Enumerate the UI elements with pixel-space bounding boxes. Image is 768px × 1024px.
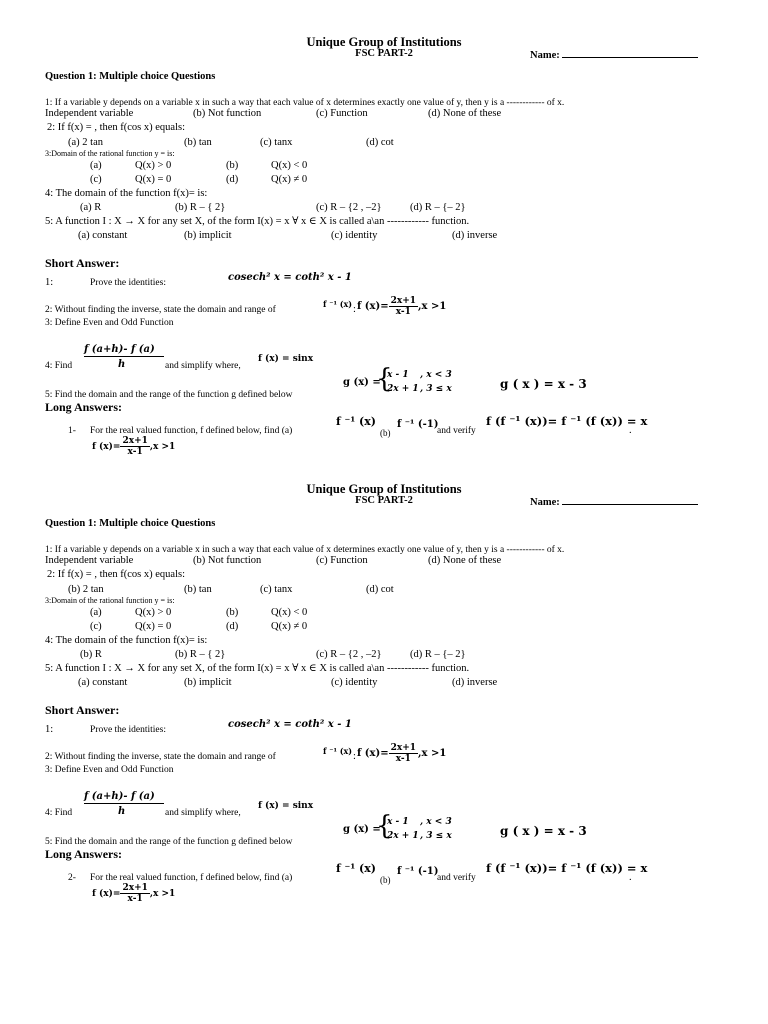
sa-q5-g: g (x) =	[343, 377, 381, 388]
mcq-q2-option-d: (d) cot	[366, 137, 394, 148]
mcq-q4-option-d: (d) R – {– 2}	[410, 202, 466, 213]
mcq-q4-text: 4: The domain of the function f(x)= is:	[45, 188, 208, 199]
mcq-q1-option-a: Independent variable	[45, 108, 134, 119]
mcq-q3-a-value: Q(x) > 0	[135, 160, 172, 171]
mcq-q1-option-b: (b) Not function	[193, 555, 262, 566]
la-q-number: 2-	[68, 873, 76, 883]
mcq-q2-text: 2: If f(x) = , then f(cos x) equals:	[47, 569, 186, 580]
mcq-q5-option-a: (a) constant	[78, 230, 128, 241]
mcq-q1-option-d: (d) None of these	[428, 555, 502, 566]
mcq-q2-option-a: (b) 2 tan	[68, 584, 104, 595]
sa-q2-colon: :	[353, 751, 356, 762]
sa-q1-text: Prove the identities:	[90, 725, 166, 735]
sa-q2-function: f (x)= $\frac{2x+1}{x-1}$ ,x >1	[357, 743, 447, 764]
sa-q3-text: 3: Define Even and Odd Function	[45, 318, 174, 328]
sa-q4-numerator: f (a+h)- f (a)	[84, 344, 155, 355]
mcq-q1-text: 1: If a variable y depends on a variable x in such a way that each value of x determines exactly one value of y, then y is a ------------ of x.	[45, 98, 565, 108]
mcq-q5-text: 5: A function I : X → X for any set X, of the form I(x) = x ∀ x ∈ X is called a\an ------------ function.	[45, 216, 470, 227]
la-q-part-a-expr: f ⁻¹ (x)	[336, 862, 376, 875]
mcq-q3-b-value: Q(x) < 0	[271, 607, 308, 618]
sa-q4-function: f (x) = sinx	[258, 354, 314, 364]
question-paper-2	[0, 447, 768, 904]
la-q-number: 1-	[68, 426, 76, 436]
mcq-q4-option-b: (b) R – { 2}	[175, 649, 226, 660]
long-answer-heading: Long Answers:	[45, 400, 123, 414]
mcq-q4-text: 4: The domain of the function f(x)= is:	[45, 635, 208, 646]
mcq-q3-d-label: (d)	[226, 621, 239, 632]
la-q-part-b-label: (b)	[380, 875, 391, 885]
sa-q2-text: 2: Without finding the inverse, state the domain and range of	[45, 752, 276, 762]
class-label: FSC PART-2	[355, 495, 413, 506]
class-label: FSC PART-2	[355, 48, 413, 59]
mcq-q3-d-value: Q(x) ≠ 0	[271, 174, 308, 185]
sa-q4-numerator: f (a+h)- f (a)	[84, 791, 155, 802]
mcq-q3-d-label: (d)	[226, 174, 239, 185]
mcq-q2-option-a: (a) 2 tan	[68, 137, 103, 148]
sa-q4-function: f (x) = sinx	[258, 801, 314, 811]
mcq-q1-text: 1: If a variable y depends on a variable x in such a way that each value of x determines exactly one value of y, then y is a ------------ of x.	[45, 545, 565, 555]
sa-q5-case2-cond: , 3 ≤ x	[420, 384, 452, 394]
la-q-part-a-expr: f ⁻¹ (x)	[336, 415, 376, 428]
la-q-function: f (x)= $\frac{2x+1}{x-1}$ ,x >1	[92, 883, 176, 904]
mcq-q3-b-value: Q(x) < 0	[271, 160, 308, 171]
mcq-q4-option-a: (b) R	[80, 649, 102, 660]
sa-q2-colon: :	[353, 304, 356, 315]
question-paper-1	[0, 0, 768, 457]
mcq-q3-c-value: Q(x) = 0	[135, 621, 172, 632]
name-field: Name:	[530, 495, 698, 509]
name-field: Name:	[530, 48, 698, 62]
mcq-q3-c-value: Q(x) = 0	[135, 174, 172, 185]
sa-q3-text: 3: Define Even and Odd Function	[45, 765, 174, 775]
mcq-q5-option-c: (c) identity	[331, 677, 378, 688]
sa-q5-case1-expr: x - 1	[387, 370, 409, 380]
mcq-q2-text: 2: If f(x) = , then f(cos x) equals:	[47, 122, 186, 133]
la-q-part-b-expr: f ⁻¹ (-1)	[397, 419, 439, 430]
short-answer-heading: Short Answer:	[45, 703, 120, 717]
sa-q5-case1-cond: , x < 3	[420, 817, 452, 827]
long-answer-heading: Long Answers:	[45, 847, 123, 861]
mcq-heading: Question 1: Multiple choice Questions	[45, 71, 216, 82]
mcq-q5-option-b: (b) implicit	[184, 230, 232, 241]
mcq-q5-text: 5: A function I : X → X for any set X, of the form I(x) = x ∀ x ∈ X is called a\an ------------ function.	[45, 663, 470, 674]
sa-q5-case2-cond: , 3 ≤ x	[420, 831, 452, 841]
sa-q4-text: and simplify where,	[165, 361, 241, 371]
la-q-verify-expr: f (f ⁻¹ (x))= f ⁻¹ (f (x)) = x	[486, 414, 648, 428]
sa-q2-finverse: f ⁻¹ (x)	[323, 746, 353, 756]
sa-q1-identity: cosech² x = coth² x - 1	[228, 719, 352, 730]
sa-q4-fraction-bar	[84, 356, 164, 357]
mcq-q4-option-c: (c) R – {2 , –2}	[316, 202, 382, 213]
la-q-text: For the real valued function, f defined below, find (a)	[90, 426, 293, 436]
sa-q1-number: 1:	[45, 277, 54, 288]
mcq-q2-option-b: (b) tan	[184, 584, 212, 595]
mcq-q3-b-label: (b)	[226, 607, 239, 618]
mcq-q2-option-d: (d) cot	[366, 584, 394, 595]
institution-title: Unique Group of Institutions	[306, 482, 462, 496]
sa-q4-denominator: h	[118, 806, 126, 817]
mcq-q1-option-c: (c) Function	[316, 108, 368, 119]
sa-q5-g: g (x) =	[343, 824, 381, 835]
mcq-q3-a-value: Q(x) > 0	[135, 607, 172, 618]
mcq-q3-text: 3:Domain of the rational function y = is:	[45, 596, 175, 605]
sa-q5-text: 5: Find the domain and the range of the function g defined below	[45, 390, 293, 400]
mcq-q3-c-label: (c)	[90, 621, 102, 632]
sa-q5-text: 5: Find the domain and the range of the function g defined below	[45, 837, 293, 847]
mcq-q4-option-b: (b) R – { 2}	[175, 202, 226, 213]
mcq-q4-option-d: (d) R – {– 2}	[410, 649, 466, 660]
sa-q1-text: Prove the identities:	[90, 278, 166, 288]
sa-q2-finverse: f ⁻¹ (x)	[323, 299, 353, 309]
sa-q1-number: 1:	[45, 724, 54, 735]
mcq-q1-option-d: (d) None of these	[428, 108, 502, 119]
la-q-function: f (x)= $\frac{2x+1}{x-1}$ ,x >1	[92, 436, 176, 457]
mcq-q2-option-c: (c) tanx	[260, 584, 293, 595]
mcq-q1-option-a: Independent variable	[45, 555, 134, 566]
la-q-period: .	[629, 872, 632, 883]
la-q-text: For the real valued function, f defined below, find (a)	[90, 873, 293, 883]
mcq-q5-option-d: (d) inverse	[452, 230, 498, 241]
mcq-q5-option-b: (b) implicit	[184, 677, 232, 688]
mcq-q3-d-value: Q(x) ≠ 0	[271, 621, 308, 632]
mcq-q1-option-c: (c) Function	[316, 555, 368, 566]
sa-q5-case1-cond: , x < 3	[420, 370, 452, 380]
mcq-q5-option-d: (d) inverse	[452, 677, 498, 688]
mcq-q3-a-label: (a)	[90, 607, 102, 618]
mcq-q5-option-c: (c) identity	[331, 230, 378, 241]
short-answer-heading: Short Answer:	[45, 256, 120, 270]
sa-q4-fraction-bar	[84, 803, 164, 804]
sa-q5-brace: {	[376, 811, 393, 841]
la-q-verify-expr: f (f ⁻¹ (x))= f ⁻¹ (f (x)) = x	[486, 861, 648, 875]
sa-q2-text: 2: Without finding the inverse, state the domain and range of	[45, 305, 276, 315]
mcq-q3-c-label: (c)	[90, 174, 102, 185]
sa-q5-case2-expr: 2x + 1	[387, 384, 419, 394]
sa-q5-abs-function: g ( x ) = x - 3	[500, 824, 587, 838]
la-q-verify-label: and verify	[437, 426, 476, 436]
mcq-q4-option-c: (c) R – {2 , –2}	[316, 649, 382, 660]
sa-q5-abs-function: g ( x ) = x - 3	[500, 377, 587, 391]
sa-q5-case2-expr: 2x + 1	[387, 831, 419, 841]
mcq-heading: Question 1: Multiple choice Questions	[45, 518, 216, 529]
sa-q4-text: and simplify where,	[165, 808, 241, 818]
mcq-q5-option-a: (a) constant	[78, 677, 128, 688]
la-q-verify-label: and verify	[437, 873, 476, 883]
sa-q4-denominator: h	[118, 359, 126, 370]
sa-q5-case1-expr: x - 1	[387, 817, 409, 827]
mcq-q3-text: 3:Domain of the rational function y = is:	[45, 149, 175, 158]
mcq-q3-a-label: (a)	[90, 160, 102, 171]
sa-q2-function: f (x)= $\frac{2x+1}{x-1}$ ,x >1	[357, 296, 447, 317]
sa-q4-find: 4: Find	[45, 361, 73, 371]
sa-q1-identity: cosech² x = coth² x - 1	[228, 272, 352, 283]
mcq-q2-option-b: (b) tan	[184, 137, 212, 148]
mcq-q3-b-label: (b)	[226, 160, 239, 171]
la-q-period: .	[629, 425, 632, 436]
mcq-q1-option-b: (b) Not function	[193, 108, 262, 119]
la-q-part-b-expr: f ⁻¹ (-1)	[397, 866, 439, 877]
sa-q4-find: 4: Find	[45, 808, 73, 818]
la-q-part-b-label: (b)	[380, 428, 391, 438]
institution-title: Unique Group of Institutions	[306, 35, 462, 49]
mcq-q2-option-c: (c) tanx	[260, 137, 293, 148]
mcq-q4-option-a: (a) R	[80, 202, 102, 213]
sa-q5-brace: {	[376, 364, 393, 394]
